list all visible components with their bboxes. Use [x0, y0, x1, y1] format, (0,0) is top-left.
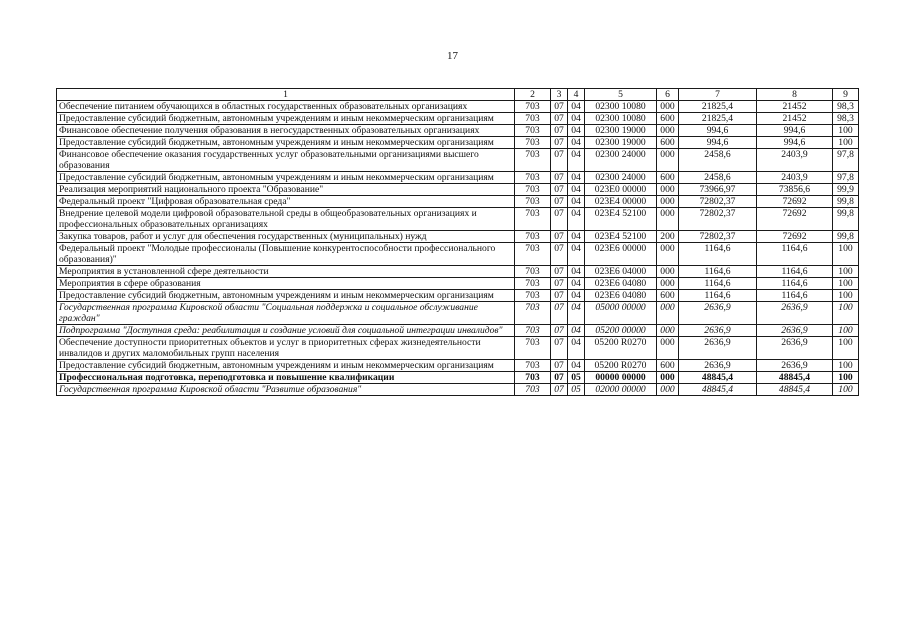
planned-amount: 2458,6 [679, 172, 757, 184]
planned-amount: 48845,4 [679, 372, 757, 384]
planned-amount: 1164,6 [679, 243, 757, 266]
row-name: Обеспечение питанием обучающихся в областных государственных образовательных организациях [57, 101, 515, 113]
code-section: 07 [551, 278, 568, 290]
actual-amount: 1164,6 [757, 278, 833, 290]
code-subsection: 05 [568, 384, 585, 396]
row-name: Подпрограмма "Доступная среда: реабилитация и создание условий для социальной интеграции инвалидов" [57, 325, 515, 337]
actual-amount: 1164,6 [757, 243, 833, 266]
row-name: Государственная программа Кировской области "Социальная поддержка и социальное обслуживание граждан" [57, 302, 515, 325]
code-section: 07 [551, 208, 568, 231]
table-row [57, 337, 859, 360]
budget-table [56, 88, 859, 396]
actual-amount: 21452 [757, 101, 833, 113]
column-header: 3 [551, 89, 568, 101]
planned-amount: 2636,9 [679, 302, 757, 325]
actual-amount: 2636,9 [757, 302, 833, 325]
code-subsection: 04 [568, 113, 585, 125]
execution-percent: 99,8 [833, 231, 859, 243]
column-header: 8 [757, 89, 833, 101]
code-section: 07 [551, 372, 568, 384]
code-expense-type: 000 [657, 325, 679, 337]
planned-amount: 1164,6 [679, 266, 757, 278]
code-expense-type: 600 [657, 172, 679, 184]
table-row [57, 184, 859, 196]
execution-percent: 100 [833, 137, 859, 149]
code-ministry: 703 [515, 290, 551, 302]
actual-amount: 72692 [757, 231, 833, 243]
code-target-item: 00000 00000 [585, 372, 657, 384]
code-expense-type: 000 [657, 337, 679, 360]
table-row [57, 172, 859, 184]
column-header: 2 [515, 89, 551, 101]
code-target-item: 05200 00000 [585, 325, 657, 337]
execution-percent: 99,8 [833, 196, 859, 208]
execution-percent: 100 [833, 302, 859, 325]
code-ministry: 703 [515, 208, 551, 231]
code-ministry: 703 [515, 125, 551, 137]
planned-amount: 994,6 [679, 137, 757, 149]
code-expense-type: 000 [657, 278, 679, 290]
column-header: 4 [568, 89, 585, 101]
code-target-item: 023E4 52100 [585, 231, 657, 243]
execution-percent: 97,8 [833, 172, 859, 184]
code-section: 07 [551, 290, 568, 302]
table-row [57, 231, 859, 243]
code-ministry: 703 [515, 113, 551, 125]
code-expense-type: 000 [657, 302, 679, 325]
code-section: 07 [551, 360, 568, 372]
actual-amount: 1164,6 [757, 266, 833, 278]
execution-percent: 100 [833, 372, 859, 384]
row-name: Мероприятия в сфере образования [57, 278, 515, 290]
actual-amount: 2403,9 [757, 149, 833, 172]
code-target-item: 05200 R0270 [585, 337, 657, 360]
code-target-item: 02300 10080 [585, 101, 657, 113]
code-target-item: 023E6 04080 [585, 278, 657, 290]
code-ministry: 703 [515, 231, 551, 243]
execution-percent: 100 [833, 360, 859, 372]
execution-percent: 97,8 [833, 149, 859, 172]
code-subsection: 04 [568, 302, 585, 325]
code-section: 07 [551, 302, 568, 325]
code-subsection: 04 [568, 360, 585, 372]
code-subsection: 04 [568, 184, 585, 196]
row-name: Предоставление субсидий бюджетным, автономным учреждениям и иным некоммерческим организациям [57, 113, 515, 125]
planned-amount: 2636,9 [679, 337, 757, 360]
code-expense-type: 600 [657, 113, 679, 125]
table-row [57, 290, 859, 302]
code-ministry: 703 [515, 337, 551, 360]
code-expense-type: 000 [657, 208, 679, 231]
table-row [57, 125, 859, 137]
execution-percent: 98,3 [833, 113, 859, 125]
row-name: Предоставление субсидий бюджетным, автономным учреждениям и иным некоммерческим организациям [57, 172, 515, 184]
table-row [57, 360, 859, 372]
code-target-item: 023E4 52100 [585, 208, 657, 231]
execution-percent: 100 [833, 384, 859, 396]
table-row [57, 208, 859, 231]
header-row [57, 89, 859, 101]
actual-amount: 994,6 [757, 125, 833, 137]
actual-amount: 2636,9 [757, 360, 833, 372]
actual-amount: 72692 [757, 196, 833, 208]
code-expense-type: 000 [657, 243, 679, 266]
row-name: Обеспечение доступности приоритетных объектов и услуг в приоритетных сферах жизнедеятельности инвалидов и других маломобильных групп населения [57, 337, 515, 360]
execution-percent: 99,9 [833, 184, 859, 196]
row-name: Профессиональная подготовка, переподготовка и повышение квалификации [57, 372, 515, 384]
code-subsection: 04 [568, 325, 585, 337]
code-ministry: 703 [515, 325, 551, 337]
actual-amount: 48845,4 [757, 372, 833, 384]
planned-amount: 21825,4 [679, 113, 757, 125]
actual-amount: 48845,4 [757, 384, 833, 396]
table-row [57, 113, 859, 125]
code-section: 07 [551, 337, 568, 360]
row-name: Внедрение целевой модели цифровой образовательной среды в общеобразовательных организациях и профессиональных образовательных организациях [57, 208, 515, 231]
code-ministry: 703 [515, 184, 551, 196]
code-subsection: 04 [568, 231, 585, 243]
code-expense-type: 000 [657, 372, 679, 384]
code-ministry: 703 [515, 266, 551, 278]
page-number: 17 [447, 50, 458, 62]
planned-amount: 2458,6 [679, 149, 757, 172]
code-section: 07 [551, 172, 568, 184]
code-target-item: 023E6 04000 [585, 266, 657, 278]
actual-amount: 73856,6 [757, 184, 833, 196]
code-target-item: 023E6 00000 [585, 243, 657, 266]
row-name: Предоставление субсидий бюджетным, автономным учреждениям и иным некоммерческим организациям [57, 290, 515, 302]
code-section: 07 [551, 266, 568, 278]
code-subsection: 04 [568, 125, 585, 137]
code-subsection: 04 [568, 101, 585, 113]
execution-percent: 100 [833, 243, 859, 266]
code-subsection: 04 [568, 172, 585, 184]
code-subsection: 04 [568, 337, 585, 360]
code-expense-type: 000 [657, 384, 679, 396]
planned-amount: 1164,6 [679, 290, 757, 302]
code-target-item: 05000 00000 [585, 302, 657, 325]
code-expense-type: 200 [657, 231, 679, 243]
code-section: 07 [551, 196, 568, 208]
code-subsection: 04 [568, 278, 585, 290]
code-expense-type: 000 [657, 125, 679, 137]
execution-percent: 100 [833, 290, 859, 302]
code-subsection: 04 [568, 290, 585, 302]
row-name: Федеральный проект "Молодые профессионалы (Повышение конкурентоспособности профессионального образования)" [57, 243, 515, 266]
row-name: Закупка товаров, работ и услуг для обеспечения государственных (муниципальных) нужд [57, 231, 515, 243]
code-ministry: 703 [515, 360, 551, 372]
actual-amount: 2636,9 [757, 325, 833, 337]
execution-percent: 100 [833, 337, 859, 360]
code-expense-type: 000 [657, 196, 679, 208]
code-subsection: 04 [568, 243, 585, 266]
table-row [57, 372, 859, 384]
code-section: 07 [551, 384, 568, 396]
code-expense-type: 600 [657, 290, 679, 302]
execution-percent: 100 [833, 278, 859, 290]
code-expense-type: 000 [657, 149, 679, 172]
planned-amount: 48845,4 [679, 384, 757, 396]
execution-percent: 99,8 [833, 208, 859, 231]
code-section: 07 [551, 149, 568, 172]
table-row [57, 196, 859, 208]
table-row [57, 325, 859, 337]
code-expense-type: 600 [657, 137, 679, 149]
code-expense-type: 000 [657, 184, 679, 196]
table-row [57, 302, 859, 325]
code-subsection: 04 [568, 266, 585, 278]
column-header: 9 [833, 89, 859, 101]
code-target-item: 023E0 00000 [585, 184, 657, 196]
planned-amount: 73966,97 [679, 184, 757, 196]
planned-amount: 72802,37 [679, 231, 757, 243]
actual-amount: 994,6 [757, 137, 833, 149]
row-name: Государственная программа Кировской области "Развитие образования" [57, 384, 515, 396]
code-subsection: 04 [568, 137, 585, 149]
code-target-item: 023E4 00000 [585, 196, 657, 208]
code-target-item: 05200 R0270 [585, 360, 657, 372]
table-row [57, 101, 859, 113]
code-target-item: 02000 00000 [585, 384, 657, 396]
code-target-item: 02300 24000 [585, 149, 657, 172]
execution-percent: 100 [833, 125, 859, 137]
code-section: 07 [551, 243, 568, 266]
planned-amount: 21825,4 [679, 101, 757, 113]
column-header: 1 [57, 89, 515, 101]
code-ministry: 703 [515, 101, 551, 113]
code-section: 07 [551, 325, 568, 337]
code-subsection: 04 [568, 208, 585, 231]
code-section: 07 [551, 101, 568, 113]
code-section: 07 [551, 113, 568, 125]
code-ministry: 703 [515, 137, 551, 149]
code-ministry: 703 [515, 172, 551, 184]
code-subsection: 04 [568, 196, 585, 208]
row-name: Реализация мероприятий национального проекта "Образование" [57, 184, 515, 196]
column-header: 5 [585, 89, 657, 101]
code-expense-type: 000 [657, 101, 679, 113]
row-name: Федеральный проект "Цифровая образовательная среда" [57, 196, 515, 208]
code-ministry: 703 [515, 196, 551, 208]
code-ministry: 703 [515, 149, 551, 172]
code-ministry: 703 [515, 384, 551, 396]
code-ministry: 703 [515, 372, 551, 384]
code-target-item: 02300 10080 [585, 113, 657, 125]
column-header: 7 [679, 89, 757, 101]
code-target-item: 02300 19000 [585, 125, 657, 137]
planned-amount: 72802,37 [679, 208, 757, 231]
code-target-item: 023E6 04080 [585, 290, 657, 302]
actual-amount: 72692 [757, 208, 833, 231]
table-row [57, 137, 859, 149]
actual-amount: 1164,6 [757, 290, 833, 302]
planned-amount: 994,6 [679, 125, 757, 137]
code-section: 07 [551, 125, 568, 137]
actual-amount: 2636,9 [757, 337, 833, 360]
code-section: 07 [551, 137, 568, 149]
table-row [57, 278, 859, 290]
code-section: 07 [551, 231, 568, 243]
code-ministry: 703 [515, 302, 551, 325]
code-target-item: 02300 19000 [585, 137, 657, 149]
actual-amount: 2403,9 [757, 172, 833, 184]
code-expense-type: 000 [657, 266, 679, 278]
planned-amount: 1164,6 [679, 278, 757, 290]
table-row [57, 384, 859, 396]
planned-amount: 2636,9 [679, 325, 757, 337]
table-row [57, 266, 859, 278]
code-subsection: 04 [568, 149, 585, 172]
row-name: Финансовое обеспечение оказания государственных услуг образовательными организациями высшего образования [57, 149, 515, 172]
actual-amount: 21452 [757, 113, 833, 125]
execution-percent: 98,3 [833, 101, 859, 113]
table-row [57, 149, 859, 172]
planned-amount: 72802,37 [679, 196, 757, 208]
planned-amount: 2636,9 [679, 360, 757, 372]
code-expense-type: 600 [657, 360, 679, 372]
execution-percent: 100 [833, 266, 859, 278]
row-name: Предоставление субсидий бюджетным, автономным учреждениям и иным некоммерческим организациям [57, 360, 515, 372]
row-name: Предоставление субсидий бюджетным, автономным учреждениям и иным некоммерческим организациям [57, 137, 515, 149]
code-target-item: 02300 24000 [585, 172, 657, 184]
column-header: 6 [657, 89, 679, 101]
table-row [57, 243, 859, 266]
execution-percent: 100 [833, 325, 859, 337]
row-name: Мероприятия в установленной сфере деятельности [57, 266, 515, 278]
code-ministry: 703 [515, 278, 551, 290]
code-subsection: 05 [568, 372, 585, 384]
row-name: Финансовое обеспечение получения образования в негосударственных образовательных организациях [57, 125, 515, 137]
code-section: 07 [551, 184, 568, 196]
code-ministry: 703 [515, 243, 551, 266]
